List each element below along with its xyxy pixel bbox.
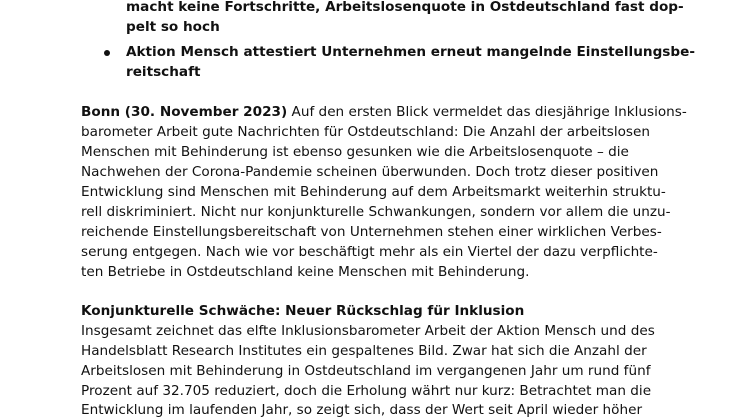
bullet-2-line-1: Aktion Mensch attestiert Unternehmen erneut mangelnde Einstellungsbe-: [126, 44, 695, 60]
section-line-5: Entwicklung im laufenden Jahr, so zeigt sich, dass der Wert seit April wieder höher: [81, 402, 643, 418]
intro-line-2: barometer Arbeit gute Nachrichten für Ostdeutschland: Die Anzahl der arbeitslosen: [81, 124, 650, 140]
intro-line-1-text: Auf den ersten Blick vermeldet das diesjährige Inklusions-: [287, 104, 687, 120]
bullet-1-line-1: macht keine Fortschritte, Arbeitslosenquote in Ostdeutschland fast dop-: [126, 0, 684, 15]
intro-line-8: serung entgegen. Nach wie vor beschäftigt mehr als ein Viertel der dazu verpflichte-: [81, 244, 658, 260]
section-line-2: Handelsblatt Research Institutes ein gespaltenes Bild. Zwar hat sich die Anzahl der: [81, 343, 647, 359]
section-heading: Konjunkturelle Schwäche: Neuer Rückschlag für Inklusion: [81, 303, 525, 319]
intro-line-1: [81, 102, 687, 122]
bullet-1-line-2: pelt so hoch: [126, 19, 220, 35]
bullet-2-line-2: reitschaft: [126, 64, 201, 80]
section-line-1: Insgesamt zeichnet das elfte Inklusionsbarometer Arbeit der Aktion Mensch und des: [81, 323, 655, 339]
dateline: Bonn (30. November 2023): [81, 104, 288, 120]
section-line-4: Prozent auf 32.705 reduziert, doch die Erholung währt nur kurz: Betrachtet man die: [81, 383, 652, 399]
intro-line-3: Menschen mit Behinderung ist ebenso gesunken wie die Arbeitslosenquote – die: [81, 144, 629, 160]
section-line-3: Arbeitslosen mit Behinderung in Ostdeutschland im vergangenen Jahr um rund fünf: [81, 363, 651, 379]
intro-line-7: reichende Einstellungsbereitschaft von Unternehmen stehen einer wirklichen Verbes-: [81, 224, 662, 240]
intro-line-9: ten Betriebe in Ostdeutschland keine Menschen mit Behinderung.: [81, 264, 530, 280]
intro-line-4: Nachwehen der Corona-Pandemie scheinen überwunden. Doch trotz dieser positiven: [81, 164, 659, 180]
intro-line-6: rell diskriminiert. Nicht nur konjunkturelle Schwankungen, sondern vor allem die unzu-: [81, 204, 671, 220]
bullet-dot-icon: [104, 50, 110, 56]
intro-line-5: Entwicklung sind Menschen mit Behinderung auf dem Arbeitsmarkt weiterhin struktu-: [81, 184, 666, 200]
